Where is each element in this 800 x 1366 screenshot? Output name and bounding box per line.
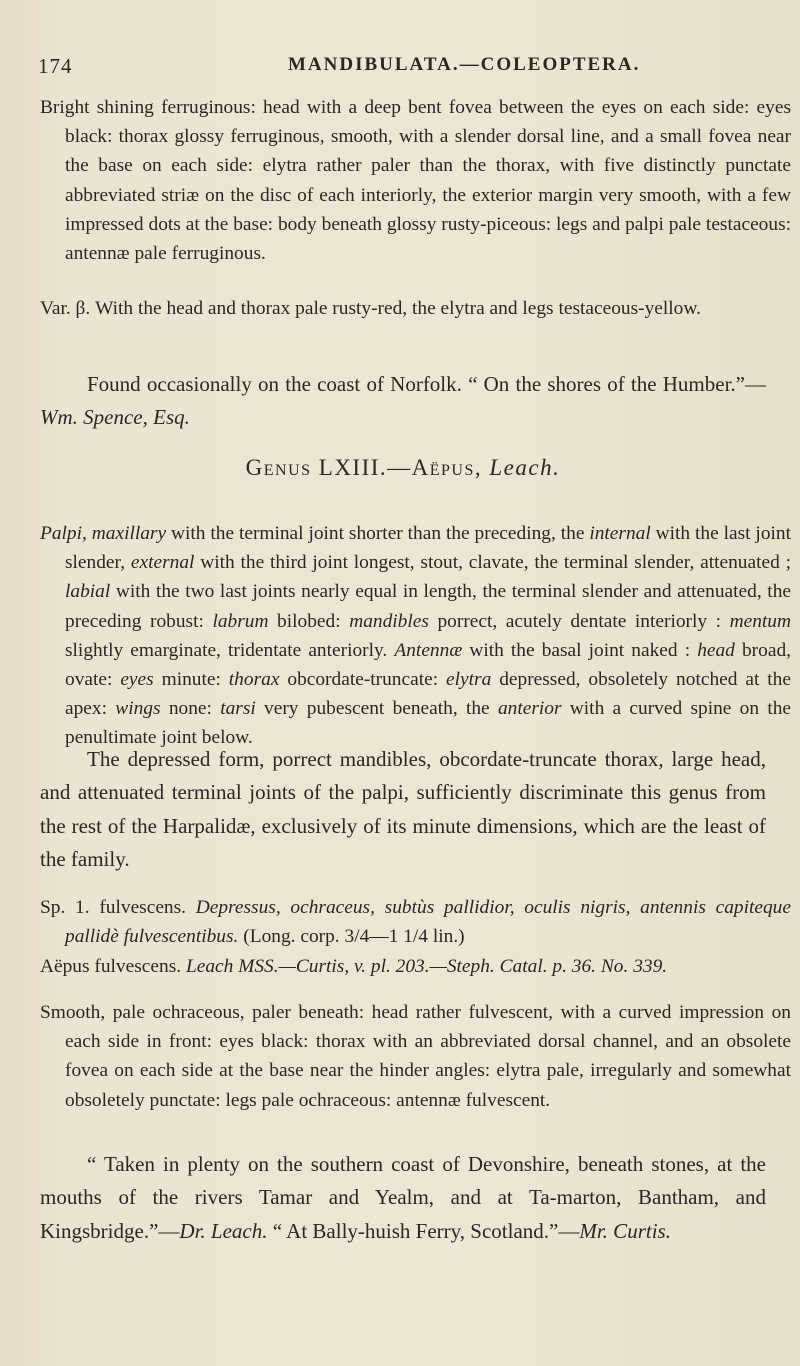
page-header bbox=[30, 54, 770, 84]
synonym-name: Aëpus fulvescens. bbox=[40, 956, 182, 977]
genus-remarks bbox=[40, 743, 766, 877]
text: slightly emarginate, tridentate anteriorly. bbox=[65, 639, 395, 661]
genus-title: Genus LXIII.—Aëpus, bbox=[245, 455, 483, 480]
species-description bbox=[40, 93, 791, 268]
term: eyes bbox=[120, 669, 154, 691]
text: depressed, obsoletely notched at the apex: bbox=[65, 669, 791, 720]
species-description-text: Smooth, pale ochraceous, paler beneath: head rather fulvescent, with a curved impression on each side in front: eyes black: thorax with an abbreviated dorsal channel, and an obsolete fovea on each side at the base near the hinder angles: elytra pale, irregularly and somewhat obsoletely punctate: legs pale ochraceous: antennæ fulvescent. bbox=[40, 1002, 791, 1111]
text: with a curved spine on the penultimate joint below. bbox=[65, 698, 792, 749]
text: with the two last joints nearly equal in length, the terminal slender and attenuated, the preceding robust: bbox=[65, 581, 791, 632]
variety-note bbox=[40, 294, 791, 323]
length-fraction: 3/4—1 1/4 bbox=[344, 926, 428, 948]
synonym-references: Leach MSS.—Curtis, v. pl. 203.—Steph. Catal. p. 36. No. 339. bbox=[185, 956, 668, 977]
text: with the last joint slender, bbox=[65, 523, 791, 574]
genus-characters bbox=[40, 519, 791, 753]
species-number: Sp. 1. fulvescens. bbox=[40, 897, 187, 918]
term: elytra bbox=[446, 669, 492, 691]
length-unit: lin.) bbox=[428, 926, 465, 948]
locality-note bbox=[40, 1148, 766, 1248]
text: porrect, acutely dentate interiorly : bbox=[428, 610, 730, 632]
page-number: 174 bbox=[38, 54, 73, 78]
term: external bbox=[130, 552, 195, 574]
remarks-text: The depressed form, porrect mandibles, obcordate-truncate thorax, large head, and attenuated terminal joints of the palpi, sufficiently discriminate this genus from the rest of the Harpalidæ, exclusively of its minute dimensions, which are the least of the family. bbox=[40, 747, 766, 872]
genus-heading bbox=[40, 455, 766, 481]
variety-text: Var. β. With the head and thorax pale rusty-red, the elytra and legs testaceous-yellow. bbox=[40, 298, 701, 319]
term: labrum bbox=[212, 610, 269, 632]
term: Palpi, maxillary bbox=[40, 523, 167, 544]
term: Antennæ bbox=[394, 639, 463, 661]
term: labial bbox=[65, 581, 111, 603]
text: none: bbox=[160, 698, 221, 720]
term: anterior bbox=[497, 698, 562, 720]
text: bilobed: bbox=[268, 610, 350, 632]
species-full-description bbox=[40, 998, 791, 1115]
synonymy bbox=[40, 952, 791, 981]
term: internal bbox=[589, 523, 651, 544]
genus-author: Leach. bbox=[489, 455, 561, 480]
text: broad, ovate: bbox=[65, 639, 791, 691]
species-diagnosis: Depressus, ochraceus, subtùs pallidior, oculis nigris, antennis capiteque pallidè fulvescentibus. bbox=[65, 897, 791, 948]
term: thorax bbox=[228, 669, 280, 691]
habitat-note bbox=[40, 368, 766, 434]
text: with the terminal joint shorter than the preceding, the bbox=[166, 523, 590, 544]
text: with the basal joint naked : bbox=[462, 639, 698, 661]
locality-text: “ Taken in plenty on the southern coast of Devonshire, beneath stones, at the mouths of the rivers Tamar and Yealm, and at Ta-marton, Bantham, and Kingsbridge.”— bbox=[40, 1152, 766, 1243]
term: mandibles bbox=[349, 610, 429, 632]
term: head bbox=[697, 639, 735, 661]
habitat-author: Wm. Spence, Esq. bbox=[40, 405, 190, 429]
species-length: (Long. corp. bbox=[243, 926, 345, 948]
species-heading bbox=[40, 893, 791, 951]
term: mentum bbox=[729, 610, 791, 632]
text: with the third joint longest, stout, clavate, the terminal slender, attenuated ; bbox=[194, 552, 791, 574]
locality-author-2: Mr. Curtis. bbox=[579, 1218, 671, 1243]
description-text: Bright shining ferruginous: head with a deep bent fovea between the eyes on each side: eyes black: thorax glossy ferruginous, smooth, with a slender dorsal line, and a small fovea near the base on each side: elytra rather paler than the thorax, with five distinctly punctate abbreviated striæ on the disc of each interiorly, the exterior margin very smooth, with a few impressed dots at the base: body beneath glossy rusty-piceous: legs and palpi pale testaceous: antennæ pale ferruginous. bbox=[40, 97, 791, 265]
locality-text-2: “ At Bally-huish Ferry, Scotland.”— bbox=[267, 1218, 580, 1243]
term: wings bbox=[115, 698, 161, 720]
term: tarsi bbox=[220, 698, 256, 720]
habitat-text: Found occasionally on the coast of Norfolk. “ On the shores of the Humber.”— bbox=[87, 372, 766, 396]
running-title: MANDIBULATA.—COLEOPTERA. bbox=[288, 54, 641, 75]
text: obcordate-truncate: bbox=[279, 669, 447, 691]
text: very pubescent beneath, the bbox=[255, 698, 498, 720]
locality-author-1: Dr. Leach. bbox=[179, 1218, 268, 1243]
text: minute: bbox=[153, 669, 229, 691]
